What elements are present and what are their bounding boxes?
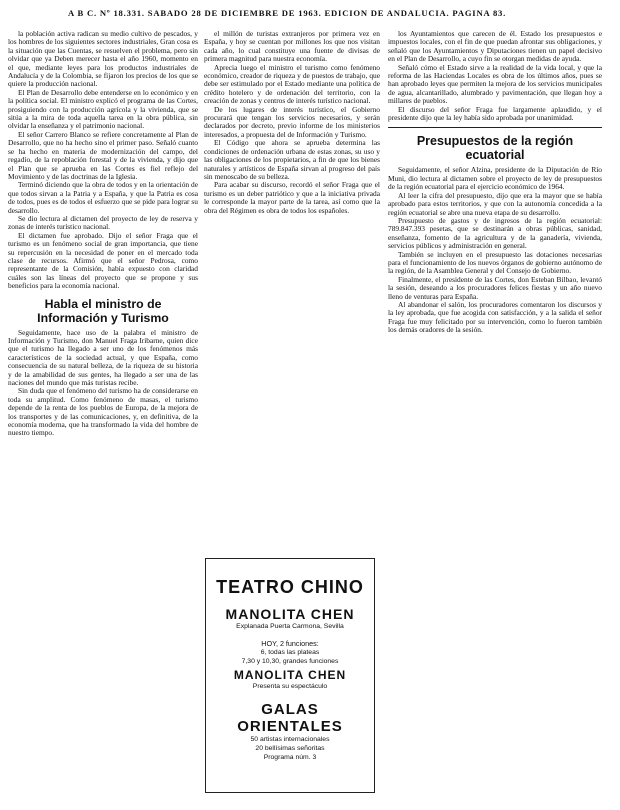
- paragraph: También se incluyen en el presupuesto las dotaciones necesarias para el funcionamiento de los nuevos órganos de gobierno autónomo de la región, de la Asamblea General y del Consejo de Gobierno.: [388, 249, 602, 276]
- paragraph: Se dio lectura al dictamen del proyecto de ley de reserva y zonas de interés turístico nacional.: [8, 213, 198, 232]
- paragraph: Al leer la cifra del presupuesto, dijo que era la mayor que se había aprobado para estos territorios, y que con la autonomía concedida a la región ecuatorial se abre una nueva etapa de su desarrollo.: [388, 190, 602, 217]
- paragraph: De los lugares de interés turístico, el Gobierno procurará que tengan los servicios necesarios, y serán declarados por decreto, previo informe de los ministerios interesados, a propuesta del de Información y Turismo.: [204, 104, 380, 139]
- paragraph: Al abandonar el salón, los procuradores comentaron los discursos y la ley aprobada, que fue acogida con satisfacción, y a la salida el señor Fraga fue muy felicitado por su intervención, como lo fueron también los demás oradores de la sesión.: [388, 299, 602, 335]
- paragraph: Aprecia luego el ministro el turismo como fenómeno económico, creador de riqueza y de puestos de trabajo, que debe ser estimulado por el Estado mediante una política de crédito hotelero y de ordenación del territorio, con la creación de zonas y centros de interés turístico nacional.: [204, 62, 380, 106]
- paragraph: Terminó diciendo que la obra de todos y en la orientación de que todos sirvan a la Patria y a España, y que la Patria es cosa de todos, pues es de todos el esfuerzo que se pide para lograr su desarrollo.: [8, 180, 198, 215]
- paragraph: Seguidamente, hace uso de la palabra el ministro de Información y Turismo, don Manuel Fraga Iribarne, quien dice que el turismo ha llegado a ser uno de los fenómenos más característicos de la sociedad actual, y que España, como consecuencia de su natural belleza, de la riqueza de su historia y de la amabilidad de sus gentes, ha llegado a ser una de las naciones del mundo que más turistas recibe.: [8, 327, 198, 388]
- ad-artists: 50 artistas internacionales: [250, 736, 330, 743]
- ad-schedule-times: 7,30 y 10,30, grandes funciones: [241, 658, 339, 665]
- column-middle: [204, 30, 380, 215]
- paragraph: El discurso del señor Fraga fue largamente aplaudido, y el presidente dijo que la ley había sido aprobada por unanimidad.: [388, 104, 602, 123]
- ad-location: Explanada Puerta Carmona, Sevilla: [236, 623, 344, 630]
- ad-schedule-detail: 6, todas las plateas: [260, 649, 320, 656]
- page-header: A B C. Nº 18.331. SABADO 28 DE DICIEMBRE DE 1963. EDICION DE ANDALUCIA. PAGINA 83.: [68, 8, 507, 18]
- paragraph: El dictamen fue aprobado. Dijo el señor Fraga que el turismo es un fenómeno social de gran importancia, que tiene su repercusión en la necesidad de poner en el mercado toda clase de recursos. Afirmó que el señor Pedrosa, como representante de la Comisión, había expuesto con claridad cuáles son las líneas del proyecto que se propone y sus beneficios para la economía nacional.: [8, 230, 198, 291]
- ad-star-name-repeat: MANOLITA CHEN: [233, 668, 347, 682]
- column-right: [388, 30, 602, 335]
- section-divider: [388, 127, 602, 128]
- paragraph: Para acabar su discurso, recordó el señor Fraga que el turismo es un deber patriótico y que a la iniciativa privada le corresponde la mayor parte de la tarea, así como que la obra del Régimen es obra de todos los españoles.: [204, 180, 380, 215]
- column-left: [8, 30, 198, 438]
- ad-presents: Presenta su espectáculo: [252, 683, 328, 690]
- section-heading-budget: Presupuestos de la región ecuatorial: [416, 134, 574, 163]
- ad-show-title: GALAS ORIENTALES: [237, 701, 343, 735]
- section-heading-minister: Habla el ministro de Información y Turismo: [37, 296, 169, 325]
- paragraph: Seguidamente, el señor Alzina, presidente de la Diputación de Río Muni, dio lectura al dictamen sobre el proyecto de ley de presupuestos de la región ecuatorial para el ejercicio económico de 1964.: [388, 165, 602, 192]
- ad-schedule: HOY, 2 funciones:: [261, 639, 319, 648]
- paragraph: el millón de turistas extranjeros por primera vez en España, y hoy se cuentan por millones los que nos visitan cada año, lo cual constituye una fuente de divisas de primera magnitud para nuestra economía.: [204, 29, 380, 64]
- paragraph: Señaló cómo el Estado sirve a la realidad de la vida local, y que la reforma de las Haciendas Locales es obra de los últimos años, pues se han aprobado leyes que permiten la mejora de los servicios municipales de agua, alcantarillado, alumbrado y pavimentación, que llegan hoy a millares de pueblos.: [388, 62, 602, 106]
- ad-program: Programa núm. 3: [263, 754, 317, 761]
- paragraph: El señor Carrero Blanco se refiere concretamente al Plan de Desarrollo, que no ha hecho sino el primer paso. Señaló cuanto se ha hecho en materia de modernización del campo, del regadío, de la repoblación forestal y de la vivienda, y dijo que el Plan que se aprueba en las Cortes es fiel reflejo del Movimiento y de las doctrinas de la Iglesia.: [8, 129, 198, 181]
- ad-dancers: 20 bellísimas señoritas: [255, 745, 325, 752]
- paragraph: la población activa radican su medio cultivo de pescados, y los hombres de los siguientes sectores industriales, Gran cosa es la situación que las Cuentas, se resuelven el problema, pero sin olvidar que ya Deben merecer hasta el año 1960, momento en el que, mediante leyes para los productos industriales de Andalucía y de la Colombia, se fijaron los precios de los que se quiere la producción nacional.: [8, 29, 198, 89]
- paragraph: Presupuesto de gastos y de ingresos de la región ecuatorial: 789.847.393 pesetas, que se destinarán a obras públicas, sanidad, enseñanza, fomento de la agricultura y de la ganadería, vivienda, servicios públicos y administración en general.: [388, 215, 602, 251]
- ad-star-name: MANOLITA CHEN: [225, 606, 355, 622]
- paragraph: los Ayuntamientos que carecen de él. Estado los presupuestos e impuestos locales, con el fin de que puedan afrontar sus obligaciones, y señaló que los Ayuntamientos y Diputaciones tienen un papel decisivo en el Plan de Desarrollo, a cuyo fin se otorgan medidas de ayuda.: [388, 29, 602, 64]
- paragraph: Finalmente, el presidente de las Cortes, don Esteban Bilbao, levantó la sesión, deseando a los procuradores felices fiestas y un año nuevo lleno de venturas para España.: [388, 274, 602, 301]
- paragraph: Sin duda que el fenómeno del turismo ha de considerarse en toda su amplitud. Como fenómeno de masas, el turismo depende de la renta de los pueblos de Europa, de la mejora de los transportes y de las comunicaciones, y, en definitiva, de la economía moderna, que ha transformado la vida del hombre de nuestro tiempo.: [8, 386, 198, 438]
- theater-advertisement: [205, 558, 375, 793]
- paragraph: El Código que ahora se aprueba determina las condiciones de ordenación urbana de estas zonas, su uso y las obligaciones de los propietarios, a fin de que los bienes naturales y artísticos de España sirvan al progreso del país sin menoscabo de su belleza.: [204, 138, 380, 181]
- paragraph: El Plan de Desarrollo debe entenderse en lo económico y en la política social. El ministro explicó el programa de las Cortes, prosiguiendo con la producción agrícola y la vivienda, que se sitúa a la mira de toda aquella tarea en la obra pública, sin olvidar la enseñanza y el patrimonio nacional.: [8, 87, 198, 131]
- ad-title: TEATRO CHINO: [216, 577, 364, 597]
